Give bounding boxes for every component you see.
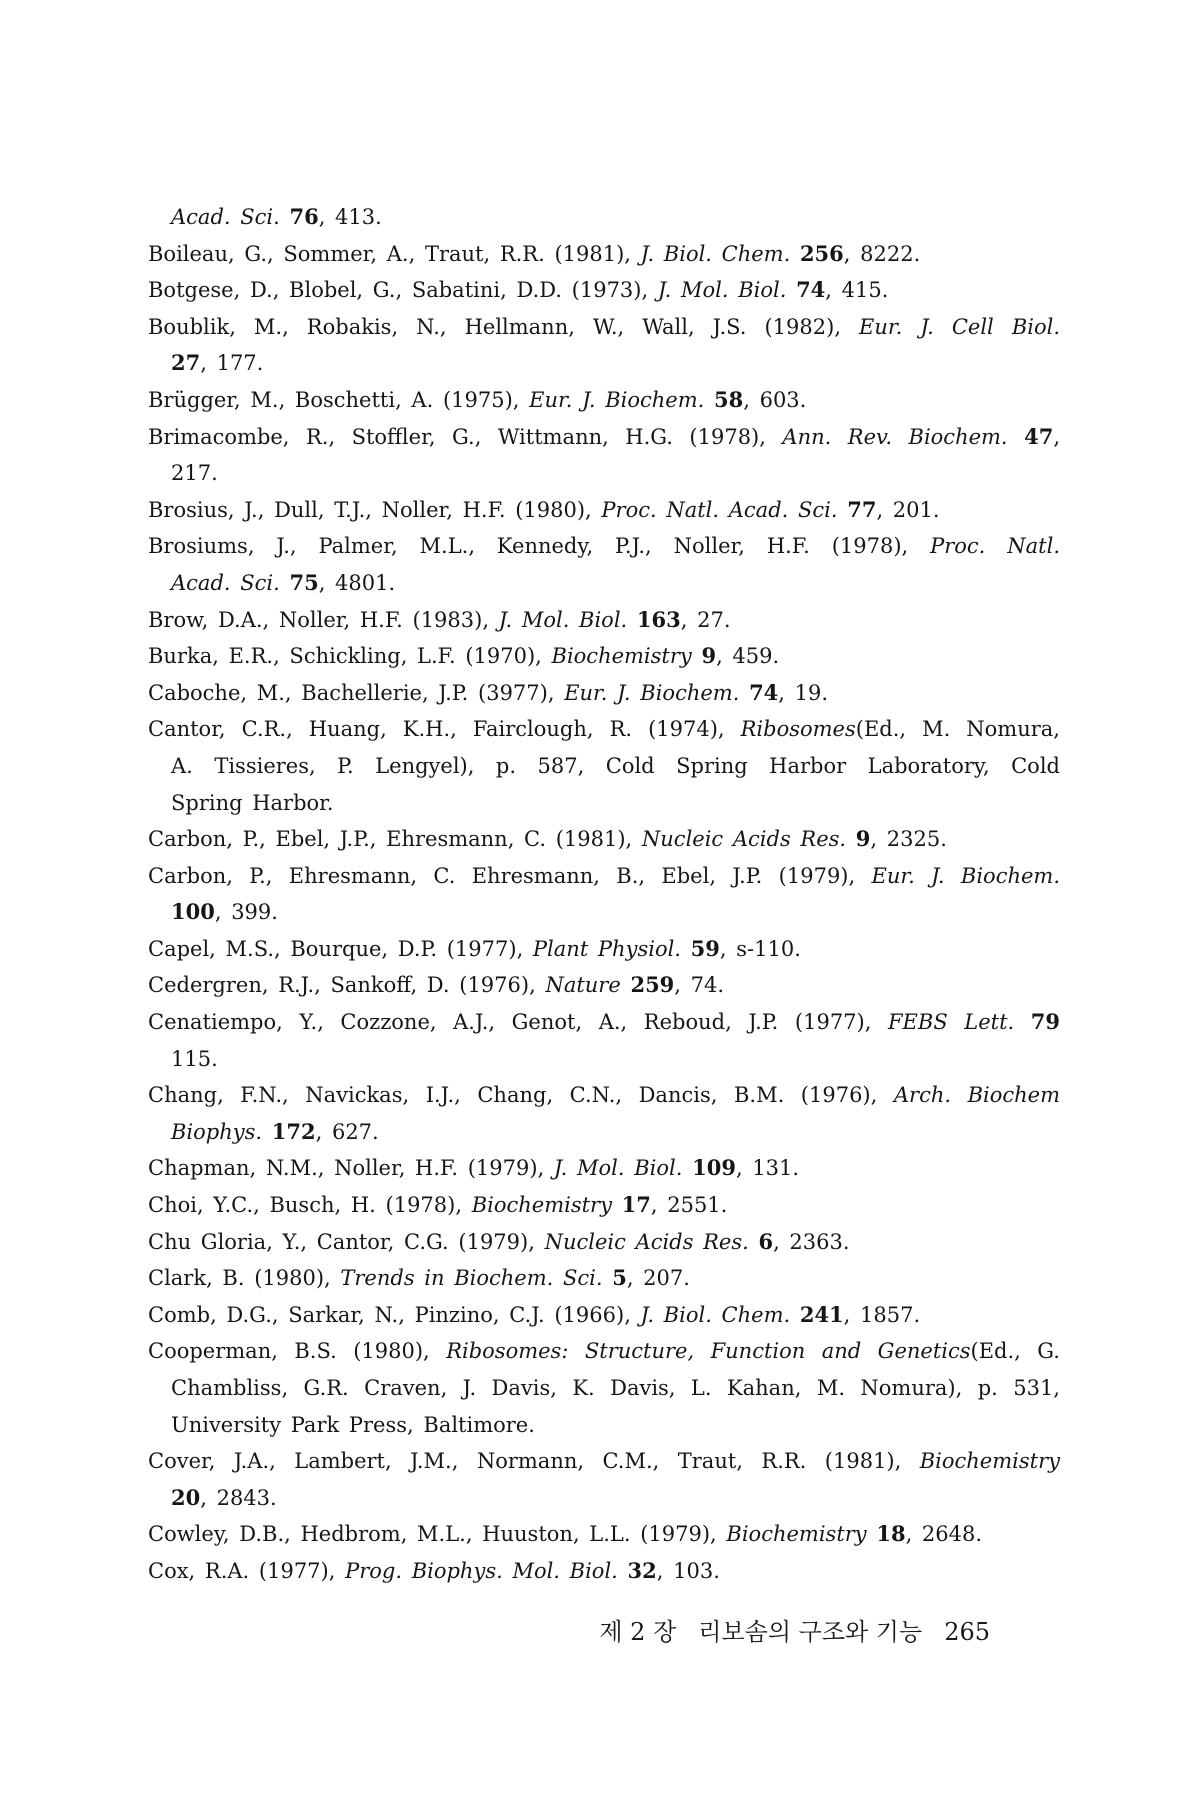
- reference-line: [148, 1114, 1060, 1151]
- reference-text: Cedergren, R.J., Sankoff, D. (1976),: [148, 973, 546, 998]
- reference-line: [148, 272, 1060, 309]
- reference-text: , 399.: [214, 900, 278, 925]
- journal-name: Ribosomes: Structure, Function and Genetics: [446, 1339, 971, 1364]
- reference-text: Brosius, J., Dull, T.J., Noller, H.F. (1980),: [148, 497, 602, 522]
- reference-text: , 27.: [680, 607, 731, 632]
- reference-line: [148, 1041, 1060, 1078]
- reference-text: , 415.: [825, 278, 889, 303]
- reference-text: Cenatiempo, Y., Cozzone, A.J., Genot, A., Reboud, J.P. (1977),: [148, 1010, 888, 1035]
- volume-number: 100: [171, 899, 215, 925]
- journal-name: FEBS Lett.: [887, 1010, 1031, 1035]
- volume-number: 27: [171, 350, 201, 376]
- reference-line: [148, 711, 1060, 748]
- journal-name: Biochemistry: [726, 1522, 877, 1547]
- reference-text: Carbon, P., Ehresmann, C. Ehresmann, B., Ebel, J.P. (1979),: [148, 863, 872, 888]
- reference-text: , 74.: [674, 973, 725, 998]
- reference-text: , 603.: [743, 387, 807, 412]
- volume-number: 9: [701, 643, 717, 669]
- footer-section-title: 리보솜의 구조와 기능: [698, 1618, 923, 1646]
- reference-line: [148, 1297, 1060, 1334]
- journal-name: Prog. Biophys. Mol. Biol.: [345, 1558, 628, 1583]
- volume-number: 77: [847, 496, 877, 522]
- journal-name: Biophys.: [171, 1119, 272, 1144]
- journal-name: Biochemistry: [471, 1193, 622, 1218]
- journal-name: Biochemistry: [919, 1449, 1060, 1474]
- journal-name: J. Mol. Biol.: [498, 607, 637, 632]
- reference-text: Brosiums, J., Palmer, M.L., Kennedy, P.J., Noller, H.F. (1978),: [148, 534, 931, 559]
- journal-name: Eur. J. Biochem.: [871, 863, 1060, 888]
- footer-chapter-label: 제 2 장: [599, 1618, 677, 1646]
- reference-line: [148, 382, 1060, 419]
- journal-name: Biochemistry: [551, 644, 702, 669]
- reference-text: , 4801.: [318, 570, 396, 595]
- reference-text: , 2551.: [650, 1193, 728, 1218]
- reference-line: [148, 455, 1060, 492]
- reference-line: [148, 492, 1060, 529]
- journal-name: J. Biol. Chem.: [640, 241, 800, 266]
- journal-name: Proc. Natl. Acad. Sci.: [601, 497, 848, 522]
- reference-text: , 1857.: [843, 1302, 921, 1327]
- reference-text: Cowley, D.B., Hedbrom, M.L., Huuston, L.L. (1979),: [148, 1522, 727, 1547]
- reference-text: Botgese, D., Blobel, G., Sabatini, D.D. (1973),: [148, 278, 658, 303]
- reference-line: [148, 199, 1060, 236]
- reference-text: ,: [1053, 424, 1061, 449]
- reference-line: [148, 345, 1060, 382]
- volume-number: 76: [289, 204, 319, 229]
- reference-text: Brimacombe, R., Stoffler, G., Wittmann, H.G. (1978),: [148, 424, 783, 449]
- reference-line: [148, 638, 1060, 675]
- page-footer: [148, 1612, 990, 1647]
- reference-text: Choi, Y.C., Busch, H. (1978),: [148, 1193, 472, 1218]
- reference-line: [148, 236, 1060, 273]
- journal-name: Ribosomes: [740, 717, 856, 742]
- reference-text: Boileau, G., Sommer, A., Traut, R.R. (1981),: [148, 241, 641, 266]
- reference-text: , 2843.: [200, 1485, 277, 1510]
- reference-text: Burka, E.R., Schickling, L.F. (1970),: [148, 644, 552, 669]
- reference-text: , 131.: [735, 1156, 800, 1181]
- reference-line: [148, 309, 1060, 346]
- reference-line: [148, 785, 1060, 822]
- reference-line: [148, 419, 1060, 456]
- reference-line: [148, 967, 1060, 1004]
- reference-text: Spring Harbor.: [171, 790, 334, 815]
- reference-text: Chambliss, G.R. Craven, J. Davis, K. Davis, L. Kahan, M. Nomura), p. 531,: [171, 1376, 1060, 1400]
- reference-line: [148, 1407, 1060, 1444]
- reference-line: [148, 1150, 1060, 1187]
- reference-line: [148, 1187, 1060, 1224]
- reference-line: [148, 1224, 1060, 1261]
- volume-number: 172: [271, 1118, 316, 1144]
- journal-name: J. Biol. Chem.: [640, 1302, 800, 1327]
- reference-text: Chu Gloria, Y., Cantor, C.G. (1979),: [148, 1229, 545, 1254]
- journal-name: Ann. Rev. Biochem.: [782, 424, 1025, 449]
- journal-name: Nucleic Acids Res.: [641, 827, 856, 852]
- journal-name: Trends in Biochem. Sci.: [340, 1266, 613, 1291]
- volume-number: 59: [690, 935, 720, 961]
- reference-line: [148, 858, 1060, 895]
- volume-number: 18: [876, 1521, 906, 1547]
- volume-number: 241: [799, 1301, 844, 1327]
- journal-name: Plant Physiol.: [532, 936, 691, 961]
- reference-line: [148, 931, 1060, 968]
- reference-text: Cover, J.A., Lambert, J.M., Normann, C.M., Traut, R.R. (1981),: [148, 1449, 920, 1474]
- volume-number: 109: [692, 1155, 736, 1181]
- reference-text: , 413.: [318, 205, 382, 229]
- reference-line: [148, 1260, 1060, 1297]
- volume-number: 5: [612, 1265, 627, 1291]
- footer-page-number: 265: [944, 1618, 990, 1646]
- reference-line: [148, 528, 1060, 565]
- reference-line: [148, 1077, 1060, 1114]
- reference-text: , 207.: [626, 1266, 690, 1291]
- reference-line: [148, 821, 1060, 858]
- reference-text: Cantor, C.R., Huang, K.H., Fairclough, R. (1974),: [148, 717, 741, 742]
- reference-text: Carbon, P., Ebel, J.P., Ehresmann, C. (1981),: [148, 827, 642, 852]
- reference-text: Brow, D.A., Noller, H.F. (1983),: [148, 607, 499, 632]
- reference-text: , 2363.: [773, 1229, 850, 1254]
- journal-name: J. Mol. Biol.: [657, 278, 797, 303]
- reference-text: Comb, D.G., Sarkar, N., Pinzino, C.J. (1966),: [148, 1302, 641, 1327]
- reference-line: [148, 1004, 1060, 1041]
- reference-text: , 2648.: [905, 1522, 983, 1547]
- volume-number: 74: [749, 679, 779, 705]
- reference-text: , 177.: [200, 351, 264, 376]
- volume-number: 163: [636, 606, 681, 632]
- journal-name: Eur. J. Cell Biol.: [859, 314, 1060, 339]
- reference-line: [148, 894, 1060, 931]
- reference-text: Caboche, M., Bachellerie, J.P. (3977),: [148, 680, 565, 705]
- reference-text: , 2325.: [870, 827, 947, 852]
- reference-line: [148, 1370, 1060, 1407]
- journal-name: Eur. J. Biochem.: [529, 387, 714, 412]
- volume-number: 79: [1030, 1009, 1060, 1035]
- volume-number: 32: [627, 1557, 657, 1583]
- reference-text: Cox, R.A. (1977),: [148, 1558, 346, 1583]
- reference-text: , 19.: [778, 680, 829, 705]
- volume-number: 47: [1024, 423, 1054, 449]
- reference-text: 217.: [171, 461, 218, 486]
- reference-text: , 201.: [876, 497, 940, 522]
- volume-number: 17: [621, 1192, 651, 1218]
- journal-name: Acad. Sci.: [171, 570, 290, 595]
- journal-name: Arch. Biochem: [893, 1083, 1060, 1108]
- reference-text: Cooperman, B.S. (1980),: [148, 1339, 447, 1364]
- reference-text: Capel, M.S., Bourque, D.P. (1977),: [148, 936, 533, 961]
- reference-text: , 627.: [315, 1119, 379, 1144]
- reference-text: Boublik, M., Robakis, N., Hellmann, W., Wall, J.S. (1982),: [148, 314, 860, 339]
- reference-line: [148, 1553, 1060, 1590]
- journal-name: J. Mol. Biol.: [553, 1156, 693, 1181]
- reference-list: [148, 199, 1060, 1590]
- reference-text: , s-110.: [719, 936, 801, 961]
- volume-number: 256: [799, 240, 844, 266]
- volume-number: 9: [855, 826, 871, 852]
- volume-number: 75: [289, 569, 319, 595]
- volume-number: 20: [171, 1484, 201, 1510]
- reference-line: [148, 602, 1060, 639]
- reference-text: A. Tissieres, P. Lengyel), p. 587, Cold Spring Harbor Laboratory, Cold: [171, 753, 1060, 778]
- reference-text: University Park Press, Baltimore.: [171, 1412, 535, 1437]
- reference-text: (Ed., M. Nomura,: [855, 717, 1060, 742]
- reference-text: , 103.: [656, 1558, 720, 1583]
- reference-line: [148, 748, 1060, 785]
- reference-line: [148, 1480, 1060, 1517]
- reference-text: Clark, B. (1980),: [148, 1266, 341, 1291]
- journal-name: Proc. Natl.: [930, 534, 1060, 559]
- reference-text: Chapman, N.M., Noller, H.F. (1979),: [148, 1156, 554, 1181]
- reference-line: [148, 1516, 1060, 1553]
- volume-number: 6: [758, 1228, 774, 1254]
- reference-line: [148, 1333, 1060, 1370]
- reference-text: (Ed., G.: [970, 1339, 1060, 1364]
- reference-text: , 8222.: [843, 241, 921, 266]
- journal-name: Nature: [545, 973, 631, 998]
- reference-line: [148, 1443, 1060, 1480]
- reference-text: Brügger, M., Boschetti, A. (1975),: [148, 387, 530, 412]
- reference-line: [148, 565, 1060, 602]
- volume-number: 58: [714, 386, 744, 412]
- volume-number: 259: [630, 972, 675, 998]
- reference-text: 115.: [171, 1046, 218, 1071]
- reference-text: , 459.: [716, 644, 780, 669]
- journal-name: Acad. Sci.: [171, 205, 290, 229]
- journal-name: Eur. J. Biochem.: [564, 680, 750, 705]
- volume-number: 74: [796, 277, 826, 303]
- journal-name: Nucleic Acids Res.: [544, 1229, 759, 1254]
- reference-text: Chang, F.N., Navickas, I.J., Chang, C.N., Dancis, B.M. (1976),: [148, 1083, 894, 1108]
- reference-line: [148, 675, 1060, 712]
